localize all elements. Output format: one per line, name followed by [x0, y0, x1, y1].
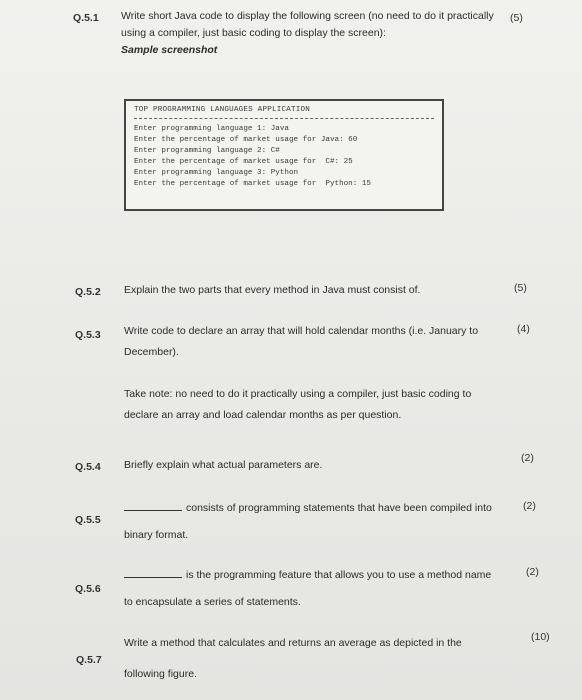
question-number: Q.5.6	[75, 583, 101, 595]
answer-blank	[124, 577, 182, 578]
question-note-line: Take note: no need to do it practically using a compiler, just basic coding to	[124, 388, 472, 400]
question-number: Q.5.5	[75, 514, 101, 526]
question-text: Briefly explain what actual parameters are.	[124, 459, 323, 471]
question-number: Q.5.3	[75, 329, 101, 341]
question-number: Q.5.4	[75, 461, 101, 473]
question-marks: (4)	[517, 323, 530, 335]
question-marks: (2)	[526, 566, 539, 578]
question-marks: (5)	[510, 12, 523, 24]
question-text	[124, 567, 514, 611]
question-text-fragment: consists of programming statements that have been compiled into	[186, 502, 492, 514]
question-text-fragment: is the programming feature that allows you to use a method name	[186, 569, 492, 581]
console-line: Enter programming language 1: Java	[134, 125, 289, 133]
question-text-line: Write short Java code to display the following screen (no need to do it practically	[121, 10, 494, 22]
sample-screenshot-label: Sample screenshot	[121, 44, 218, 56]
question-marks: (10)	[531, 631, 550, 643]
question-text-line	[124, 567, 514, 584]
sample-console-screenshot	[124, 99, 444, 211]
question-text	[124, 500, 514, 544]
question-text-line: Write a method that calculates and returns an average as depicted in the	[124, 637, 462, 649]
answer-blank	[124, 510, 182, 511]
question-text	[124, 323, 504, 361]
question-text-line: Write code to declare an array that will hold calendar months (i.e. January to	[124, 325, 479, 337]
console-line: Enter programming language 3: Python	[134, 169, 299, 177]
question-number: Q.5.2	[75, 286, 101, 298]
question-text-line: following figure.	[124, 668, 197, 680]
question-text-line: December).	[124, 346, 179, 358]
console-divider	[134, 118, 434, 119]
question-marks: (2)	[523, 500, 536, 512]
question-text	[121, 8, 511, 59]
console-line: Enter the percentage of market usage for Java: 60	[134, 136, 358, 144]
question-text-line	[124, 500, 514, 517]
question-text-line: to encapsulate a series of statements.	[124, 596, 301, 608]
question-number: Q.5.7	[76, 654, 102, 666]
question-number: Q.5.1	[73, 12, 99, 24]
question-text-line: using a compiler, just basic coding to display the screen):	[121, 27, 386, 39]
console-line: Enter programming language 2: C#	[134, 147, 280, 155]
question-text	[124, 635, 504, 683]
question-text: Explain the two parts that every method in Java must consist of.	[124, 284, 421, 296]
console-title: TOP PROGRAMMING LANGUAGES APPLICATION	[134, 106, 311, 114]
console-line: Enter the percentage of market usage for Python: 15	[134, 180, 371, 188]
console-line: Enter the percentage of market usage for C#: 25	[134, 158, 353, 166]
question-marks: (2)	[521, 452, 534, 464]
question-text-line: binary format.	[124, 529, 189, 541]
question-note	[124, 386, 504, 424]
question-marks: (5)	[514, 282, 527, 294]
question-note-line: declare an array and load calendar months as per question.	[124, 409, 402, 421]
